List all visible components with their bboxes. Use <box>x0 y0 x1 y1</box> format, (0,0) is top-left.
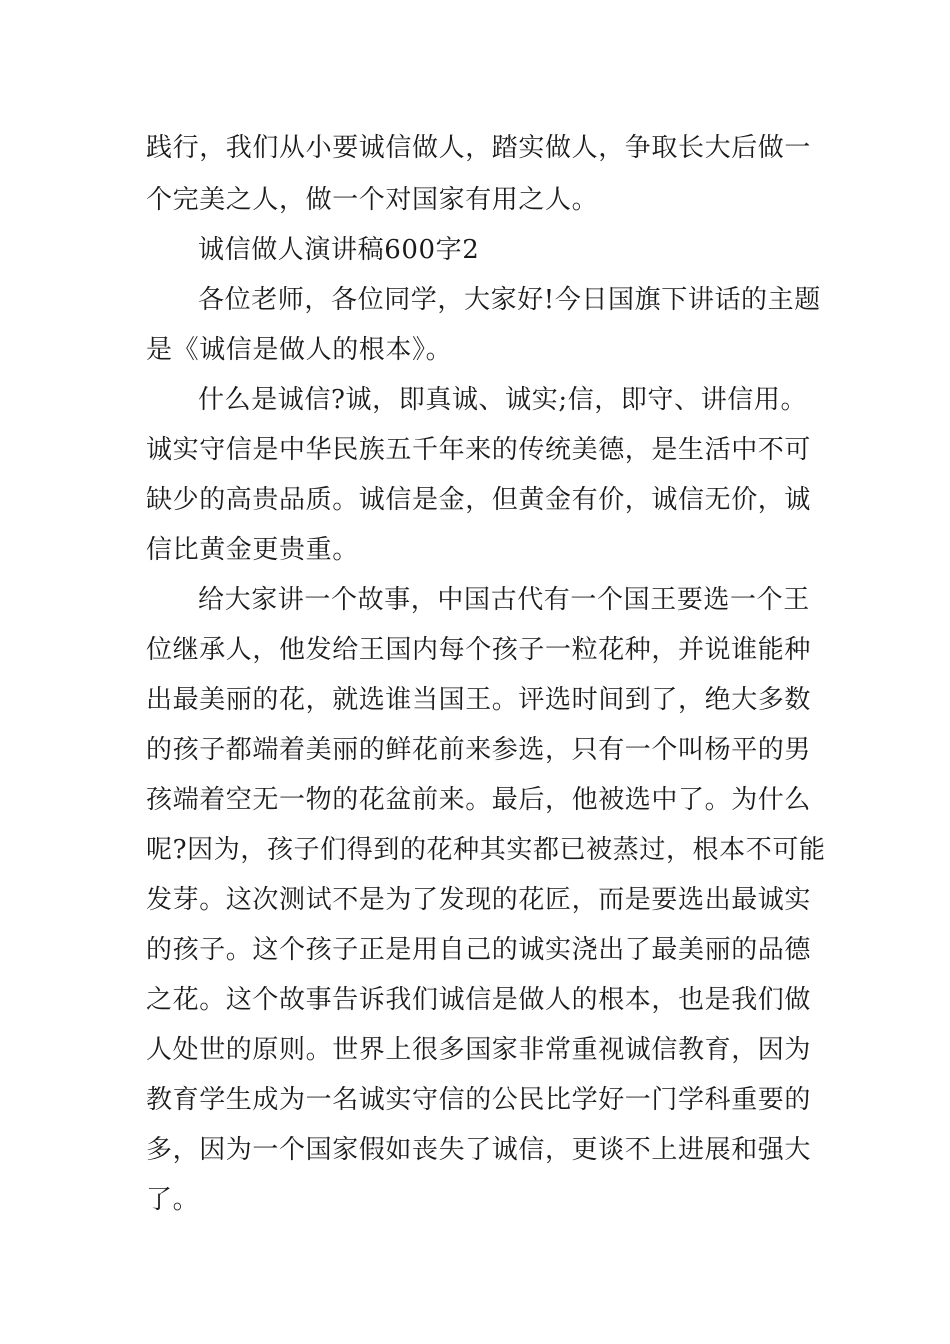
text-line: 出最美丽的花，就选谁当国王。评选时间到了，绝大多数 <box>146 685 812 715</box>
text-line: 发芽。这次测试不是为了发现的花匠，而是要选出最诚实 <box>146 885 812 915</box>
text-line: 之花。这个故事告诉我们诚信是做人的根本，也是我们做 <box>146 985 812 1015</box>
text-line: 教育学生成为一名诚实守信的公民比学好一门学科重要的 <box>146 1085 812 1115</box>
text-line: 人处世的原则。世界上很多国家非常重视诚信教育，因为 <box>146 1035 812 1065</box>
text-line: 给大家讲一个故事，中国古代有一个国王要选一个王 <box>198 585 810 615</box>
text-line: 践行，我们从小要诚信做人，踏实做人，争取长大后做一 <box>146 133 812 163</box>
text-line: 呢?因为，孩子们得到的花种其实都已被蒸过，根本不可能 <box>146 835 826 865</box>
text-line: 诚实守信是中华民族五千年来的传统美德，是生活中不可 <box>146 435 812 465</box>
text-line: 信比黄金更贵重。 <box>146 535 359 565</box>
text-line: 是《诚信是做人的根本》。 <box>146 335 453 365</box>
text-line: 了。 <box>146 1185 200 1215</box>
text-line: 什么是诚信?诚，即真诚、诚实;信，即守、讲信用。 <box>198 385 808 415</box>
text-line: 孩端着空无一物的花盆前来。最后，他被选中了。为什么 <box>146 785 812 815</box>
text-line: 的孩子。这个孩子正是用自己的诚实浇出了最美丽的品德 <box>146 935 812 965</box>
text-line: 位继承人，他发给王国内每个孩子一粒花种，并说谁能种 <box>146 635 812 665</box>
text-line: 各位老师，各位同学，大家好!今日国旗下讲话的主题 <box>198 285 821 315</box>
text-line: 缺少的高贵品质。诚信是金，但黄金有价，诚信无价，诚 <box>146 485 812 515</box>
section-heading: 诚信做人演讲稿600字2 <box>198 235 480 265</box>
text-line: 的孩子都端着美丽的鲜花前来参选，只有一个叫杨平的男 <box>146 735 812 765</box>
text-line: 多，因为一个国家假如丧失了诚信，更谈不上进展和强大 <box>146 1135 812 1165</box>
text-line: 个完美之人，做一个对国家有用之人。 <box>146 185 599 215</box>
